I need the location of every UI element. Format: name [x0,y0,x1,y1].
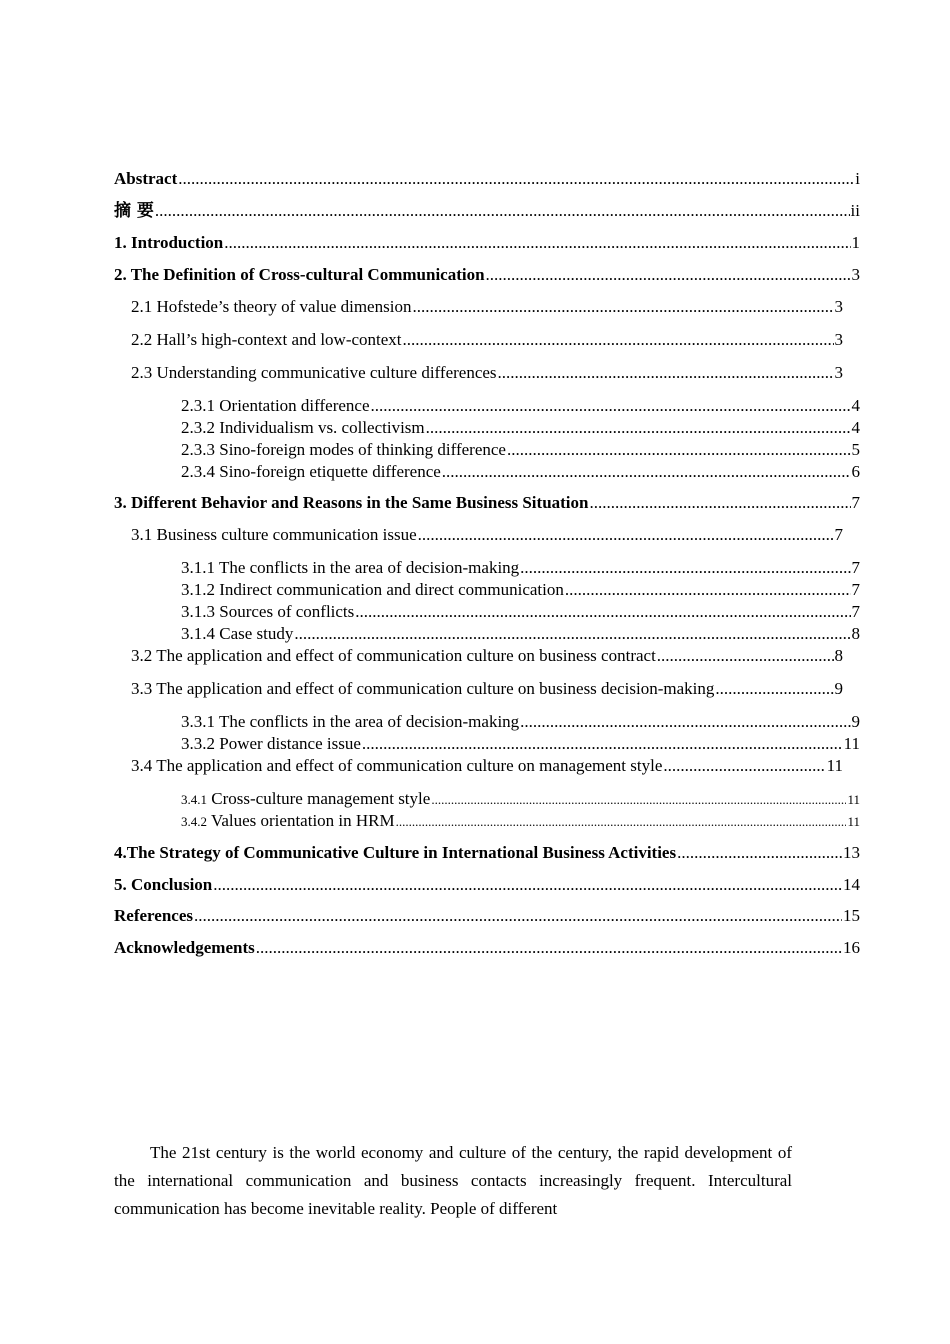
toc-entry-title: 3.4 The application and effect of communication culture on management style [131,756,663,775]
toc-entry-title: Acknowledgements [114,938,255,957]
toc-entry-title: 5. Conclusion [114,875,213,894]
toc-entry-title: 2.3.2 Individualism vs. collectivism [181,418,425,437]
toc-page-number: 11 [847,814,860,829]
toc-dot-leader [194,905,842,927]
toc-dot-leader [396,811,847,833]
toc-entry-title: 3.1 Business culture communication issue [131,525,417,544]
toc-entry-title: Values orientation in HRM [210,811,395,830]
toc-page-number: 3 [834,297,843,316]
toc-entry-title: 3.1.2 Indirect communication and direct communication [181,580,564,599]
toc-entry-chapter-3[interactable] [114,492,860,514]
toc-entry-title: 3.3 The application and effect of communication culture on business decision-making [131,679,715,698]
toc-dot-leader [355,601,850,623]
toc-dot-leader [589,492,850,514]
toc-dot-leader [442,461,851,483]
toc-page-number: 4 [851,418,860,437]
toc-page-number: 9 [851,712,860,731]
toc-entry-title: 2.3 Understanding communicative culture differences [131,363,497,382]
toc-entry-3-3[interactable] [131,678,843,700]
toc-entry-2-2[interactable] [131,329,843,351]
toc-dot-leader [412,296,833,318]
toc-page-number: i [855,169,860,188]
toc-dot-leader [486,264,851,286]
toc-entry-2-3-3[interactable] [181,439,860,461]
toc-entry-conclusion[interactable] [114,874,860,896]
toc-entry-3-1[interactable] [131,524,843,546]
toc-entry-title: 3.1.1 The conflicts in the area of decision-making [181,558,520,577]
toc-page-number: 14 [843,875,860,894]
toc-entry-chinese-abstract[interactable] [114,200,860,222]
toc-entry-title: 3. Different Behavior and Reasons in the Same Business Situation [114,493,589,512]
toc-entry-title: 2.3.4 Sino-foreign etiquette difference [181,462,441,481]
toc-entry-title: 3.3.1 The conflicts in the area of decision-making [181,712,520,731]
toc-entry-2-3-2[interactable] [181,417,860,439]
toc-entry-title: 2.3.1 Orientation difference [181,396,370,415]
toc-entry-number: 3.4.2 [181,814,207,829]
toc-page-number: 5 [851,440,860,459]
toc-page-number: 6 [851,462,860,481]
toc-dot-leader [178,168,854,190]
toc-entry-3-3-1[interactable] [181,711,860,733]
toc-entry-title: 2. The Definition of Cross-cultural Communication [114,265,485,284]
toc-entry-title: 3.1.4 Case study [181,624,294,643]
toc-entry-abstract[interactable] [114,168,860,190]
toc-dot-leader [294,623,850,645]
body-paragraph: The 21st century is the world economy and culture of the century, the rapid development of the international communication and business contacts increasingly frequent. Intercultural communication has become inevitable reality. People of different [114,1143,792,1218]
toc-page-number: ii [850,201,860,220]
toc-dot-leader [426,417,851,439]
toc-page-number: 8 [834,646,843,665]
toc-dot-leader [715,678,833,700]
toc-dot-leader [520,557,850,579]
toc-entry-2-3-4[interactable] [181,461,860,483]
toc-entry-chapter-4[interactable] [114,842,860,864]
toc-page-number: 7 [851,493,860,512]
toc-entry-3-4-1[interactable] [181,788,860,811]
toc-entry-3-1-3[interactable] [181,601,860,623]
toc-entry-2-3-1[interactable] [181,395,860,417]
toc-entry-3-4[interactable] [131,755,843,777]
toc-dot-leader [403,329,834,351]
toc-page-number: 7 [834,525,843,544]
toc-dot-leader [507,439,851,461]
toc-entry-3-4-2[interactable] [181,810,860,833]
toc-page-number: 8 [851,624,860,643]
toc-entry-3-3-2[interactable] [181,733,860,755]
toc-page-number: 3 [834,363,843,382]
toc-dot-leader [663,755,825,777]
toc-entry-chapter-2[interactable] [114,264,860,286]
toc-dot-leader [657,645,834,667]
toc-entry-3-1-4[interactable] [181,623,860,645]
toc-entry-3-1-1[interactable] [181,557,860,579]
toc-page-number: 11 [826,756,843,775]
toc-entry-acknowledgements[interactable] [114,937,860,959]
toc-entry-3-2[interactable] [131,645,843,667]
toc-entry-number: 3.4.1 [181,792,207,807]
toc-dot-leader [224,232,850,254]
toc-dot-leader [371,395,851,417]
toc-page-number: 13 [843,843,860,862]
toc-entry-title: 2.2 Hall’s high-context and low-context [131,330,402,349]
toc-entry-title: 摘 要 [114,201,154,221]
toc-page-number: 11 [847,792,860,807]
toc-dot-leader [565,579,851,601]
toc-page-number: 4 [851,396,860,415]
toc-entry-title: 2.1 Hofstede’s theory of value dimension [131,297,412,316]
toc-page-number: 3 [834,330,843,349]
toc-entry-title: 4.The Strategy of Communicative Culture in International Business Activities [114,843,677,862]
toc-dot-leader [498,362,834,384]
toc-entry-title: Abstract [114,169,178,188]
toc-entry-title: 3.2 The application and effect of communication culture on business contract [131,646,656,665]
toc-page-number: 11 [843,734,860,753]
toc-entry-title: 3.1.3 Sources of conflicts [181,602,355,621]
toc-entry-title: References [114,906,193,925]
toc-dot-leader [256,937,842,959]
toc-dot-leader [213,874,842,896]
toc-page-number: 9 [834,679,843,698]
toc-dot-leader [677,842,842,864]
toc-dot-leader [431,789,846,811]
toc-entry-references[interactable] [114,905,860,927]
toc-entry-title: Cross-culture management style [211,789,431,808]
toc-dot-leader [418,524,834,546]
toc-entry-title: 1. Introduction [114,233,224,252]
toc-entry-3-1-2[interactable] [181,579,860,601]
toc-page-number: 1 [851,233,860,252]
toc-page-number: 15 [843,906,860,925]
toc-entry-introduction[interactable] [114,232,860,254]
toc-page-number: 7 [851,558,860,577]
toc-dot-leader [362,733,843,755]
toc-entry-title: 2.3.3 Sino-foreign modes of thinking difference [181,440,506,459]
toc-entry-2-3[interactable] [131,362,843,384]
toc-dot-leader [520,711,850,733]
toc-page-number: 7 [851,580,860,599]
toc-entry-title: 3.3.2 Power distance issue [181,734,361,753]
toc-dot-leader [155,200,850,222]
toc-page-number: 16 [843,938,860,957]
toc-entry-2-1[interactable] [131,296,843,318]
toc-page-number: 3 [851,265,860,284]
toc-page-number: 7 [851,602,860,621]
